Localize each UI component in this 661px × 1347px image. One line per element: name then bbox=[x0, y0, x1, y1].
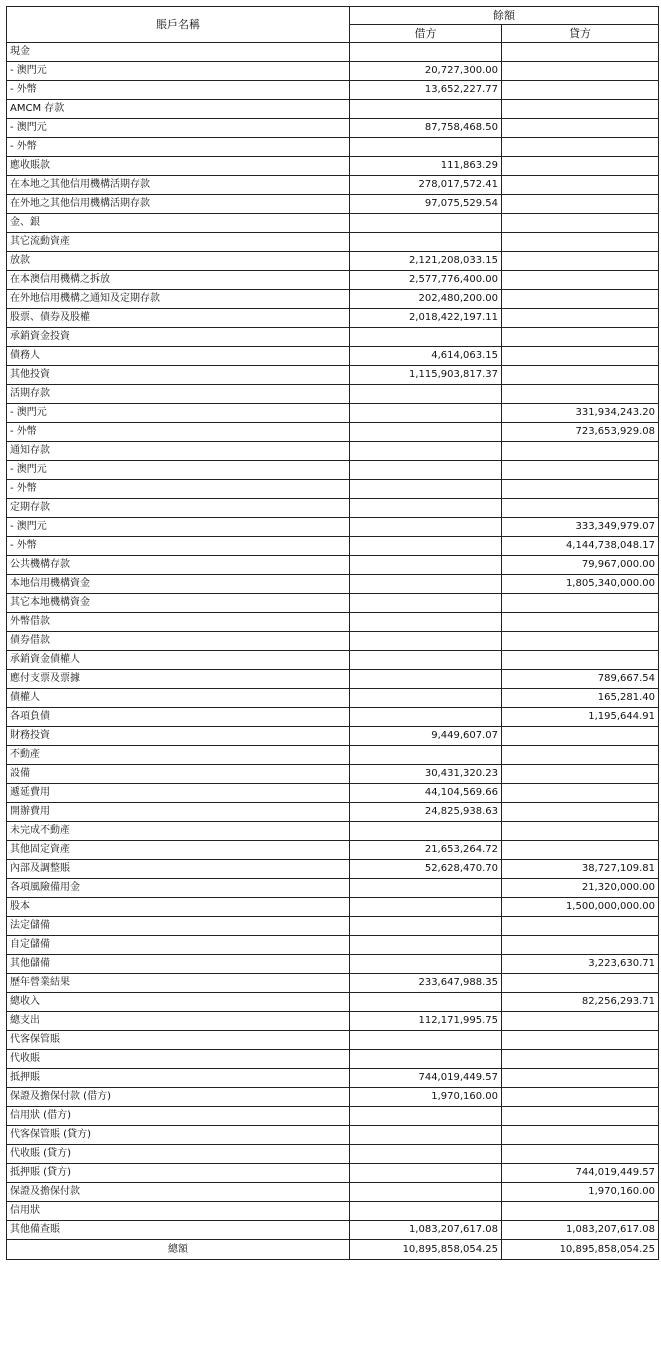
credit-cell bbox=[502, 442, 659, 461]
credit-cell bbox=[502, 632, 659, 651]
account-name-cell: 定期存款 bbox=[7, 499, 350, 518]
credit-cell bbox=[502, 1050, 659, 1069]
credit-cell: 723,653,929.08 bbox=[502, 423, 659, 442]
debit-cell bbox=[350, 1183, 502, 1202]
debit-cell bbox=[350, 670, 502, 689]
credit-cell bbox=[502, 290, 659, 309]
account-name-cell: 應付支票及票據 bbox=[7, 670, 350, 689]
table-row bbox=[7, 347, 659, 366]
debit-cell bbox=[350, 1164, 502, 1183]
debit-cell: 24,825,938.63 bbox=[350, 803, 502, 822]
debit-cell bbox=[350, 594, 502, 613]
table-row bbox=[7, 1183, 659, 1202]
account-name-header: 賬戶名稱 bbox=[7, 7, 350, 43]
credit-cell bbox=[502, 1202, 659, 1221]
account-name-cell: 承銷資金債權人 bbox=[7, 651, 350, 670]
debit-cell bbox=[350, 917, 502, 936]
debit-cell bbox=[350, 214, 502, 233]
debit-cell bbox=[350, 518, 502, 537]
debit-cell: 2,577,776,400.00 bbox=[350, 271, 502, 290]
account-name-cell: 應收賬款 bbox=[7, 157, 350, 176]
table-row bbox=[7, 271, 659, 290]
table-row bbox=[7, 1069, 659, 1088]
table-row bbox=[7, 537, 659, 556]
credit-cell bbox=[502, 271, 659, 290]
debit-cell bbox=[350, 1202, 502, 1221]
debit-cell bbox=[350, 100, 502, 119]
credit-cell bbox=[502, 480, 659, 499]
account-name-cell: 其它流動資產 bbox=[7, 233, 350, 252]
table-row bbox=[7, 1088, 659, 1107]
account-name-cell: 保證及擔保付款 bbox=[7, 1183, 350, 1202]
credit-cell bbox=[502, 594, 659, 613]
credit-cell bbox=[502, 1012, 659, 1031]
account-name-cell: 在外地之其他信用機構活期存款 bbox=[7, 195, 350, 214]
table-row bbox=[7, 442, 659, 461]
credit-cell: 1,195,644.91 bbox=[502, 708, 659, 727]
table-row bbox=[7, 233, 659, 252]
account-name-cell: 債務人 bbox=[7, 347, 350, 366]
debit-cell: 2,121,208,033.15 bbox=[350, 252, 502, 271]
table-row bbox=[7, 1050, 659, 1069]
credit-cell: 4,144,738,048.17 bbox=[502, 537, 659, 556]
account-name-cell: 總支出 bbox=[7, 1012, 350, 1031]
account-name-cell: - 外幣 bbox=[7, 423, 350, 442]
table-row bbox=[7, 1145, 659, 1164]
debit-cell bbox=[350, 1145, 502, 1164]
table-row bbox=[7, 328, 659, 347]
credit-cell bbox=[502, 499, 659, 518]
debit-cell bbox=[350, 1126, 502, 1145]
table-row bbox=[7, 556, 659, 575]
account-name-cell: - 外幣 bbox=[7, 138, 350, 157]
debit-cell: 97,075,529.54 bbox=[350, 195, 502, 214]
debit-cell: 278,017,572.41 bbox=[350, 176, 502, 195]
account-name-cell: 活期存款 bbox=[7, 385, 350, 404]
table-row bbox=[7, 176, 659, 195]
table-row bbox=[7, 594, 659, 613]
credit-cell bbox=[502, 936, 659, 955]
account-name-cell: 其他儲備 bbox=[7, 955, 350, 974]
account-name-cell: 股本 bbox=[7, 898, 350, 917]
credit-cell bbox=[502, 347, 659, 366]
credit-cell bbox=[502, 385, 659, 404]
credit-cell bbox=[502, 974, 659, 993]
account-name-cell: 代收賬 (貸方) bbox=[7, 1145, 350, 1164]
credit-cell bbox=[502, 613, 659, 632]
debit-cell: 1,115,903,817.37 bbox=[350, 366, 502, 385]
credit-cell bbox=[502, 328, 659, 347]
account-name-cell: 各項風險備用金 bbox=[7, 879, 350, 898]
table-row bbox=[7, 575, 659, 594]
credit-cell bbox=[502, 1107, 659, 1126]
debit-cell: 112,171,995.75 bbox=[350, 1012, 502, 1031]
credit-cell: 1,500,000,000.00 bbox=[502, 898, 659, 917]
account-name-cell: 抵押賬 (貸方) bbox=[7, 1164, 350, 1183]
table-row bbox=[7, 119, 659, 138]
account-name-cell: - 外幣 bbox=[7, 480, 350, 499]
credit-cell bbox=[502, 309, 659, 328]
balance-header: 餘額 bbox=[350, 7, 659, 25]
debit-cell: 111,863.29 bbox=[350, 157, 502, 176]
debit-cell: 202,480,200.00 bbox=[350, 290, 502, 309]
debit-cell bbox=[350, 385, 502, 404]
table-row bbox=[7, 917, 659, 936]
account-name-cell: AMCM 存款 bbox=[7, 100, 350, 119]
credit-cell bbox=[502, 1145, 659, 1164]
debit-cell bbox=[350, 423, 502, 442]
account-name-cell: 債券借款 bbox=[7, 632, 350, 651]
account-name-cell: 公共機構存款 bbox=[7, 556, 350, 575]
table-row bbox=[7, 1031, 659, 1050]
account-name-cell: 未完成不動產 bbox=[7, 822, 350, 841]
credit-cell bbox=[502, 822, 659, 841]
debit-cell bbox=[350, 822, 502, 841]
table-row bbox=[7, 841, 659, 860]
table-row bbox=[7, 727, 659, 746]
trial-balance-sheet bbox=[6, 6, 658, 1260]
debit-cell bbox=[350, 936, 502, 955]
table-row bbox=[7, 195, 659, 214]
table-row bbox=[7, 461, 659, 480]
table-row bbox=[7, 366, 659, 385]
credit-cell bbox=[502, 803, 659, 822]
debit-cell: 87,758,468.50 bbox=[350, 119, 502, 138]
table-row bbox=[7, 708, 659, 727]
table-row bbox=[7, 860, 659, 879]
credit-cell bbox=[502, 1126, 659, 1145]
credit-cell bbox=[502, 119, 659, 138]
table-row bbox=[7, 689, 659, 708]
debit-cell bbox=[350, 556, 502, 575]
account-name-cell: 保證及擔保付款 (借方) bbox=[7, 1088, 350, 1107]
table-row bbox=[7, 499, 659, 518]
account-name-cell: 歷年營業結果 bbox=[7, 974, 350, 993]
total-label: 總額 bbox=[7, 1240, 350, 1260]
credit-cell: 1,970,160.00 bbox=[502, 1183, 659, 1202]
credit-cell bbox=[502, 1069, 659, 1088]
account-name-cell: 代客保管賬 bbox=[7, 1031, 350, 1050]
account-name-cell: 其他投資 bbox=[7, 366, 350, 385]
credit-cell bbox=[502, 917, 659, 936]
table-row bbox=[7, 1107, 659, 1126]
debit-cell: 4,614,063.15 bbox=[350, 347, 502, 366]
account-name-cell: 各項負債 bbox=[7, 708, 350, 727]
table-row bbox=[7, 632, 659, 651]
account-name-cell: 代客保管賬 (貸方) bbox=[7, 1126, 350, 1145]
credit-cell: 82,256,293.71 bbox=[502, 993, 659, 1012]
table-row bbox=[7, 765, 659, 784]
account-name-cell: 放款 bbox=[7, 252, 350, 271]
debit-cell bbox=[350, 461, 502, 480]
debit-cell bbox=[350, 632, 502, 651]
debit-cell bbox=[350, 328, 502, 347]
debit-cell bbox=[350, 404, 502, 423]
table-row bbox=[7, 43, 659, 62]
table-row bbox=[7, 518, 659, 537]
credit-cell bbox=[502, 784, 659, 803]
debit-cell: 13,652,227.77 bbox=[350, 81, 502, 100]
table-row bbox=[7, 309, 659, 328]
debit-header: 借方 bbox=[350, 25, 502, 43]
header-row-top bbox=[7, 7, 659, 25]
credit-cell bbox=[502, 1031, 659, 1050]
credit-cell bbox=[502, 746, 659, 765]
table-row bbox=[7, 423, 659, 442]
credit-cell bbox=[502, 1088, 659, 1107]
credit-cell: 1,083,207,617.08 bbox=[502, 1221, 659, 1240]
credit-cell: 38,727,109.81 bbox=[502, 860, 659, 879]
table-row bbox=[7, 214, 659, 233]
account-name-cell: 內部及調整賬 bbox=[7, 860, 350, 879]
account-name-cell: 抵押賬 bbox=[7, 1069, 350, 1088]
table-row bbox=[7, 404, 659, 423]
account-name-cell: - 澳門元 bbox=[7, 62, 350, 81]
debit-cell: 30,431,320.23 bbox=[350, 765, 502, 784]
table-row bbox=[7, 974, 659, 993]
debit-cell bbox=[350, 499, 502, 518]
total-row bbox=[7, 1240, 659, 1260]
account-name-cell: - 外幣 bbox=[7, 537, 350, 556]
debit-cell: 744,019,449.57 bbox=[350, 1069, 502, 1088]
credit-cell: 3,223,630.71 bbox=[502, 955, 659, 974]
credit-header: 貸方 bbox=[502, 25, 659, 43]
account-name-cell: 自定儲備 bbox=[7, 936, 350, 955]
account-name-cell: 在本澳信用機構之拆放 bbox=[7, 271, 350, 290]
credit-cell bbox=[502, 252, 659, 271]
credit-cell bbox=[502, 138, 659, 157]
account-name-cell: 遞延費用 bbox=[7, 784, 350, 803]
debit-cell bbox=[350, 1050, 502, 1069]
account-name-cell: - 澳門元 bbox=[7, 461, 350, 480]
debit-cell bbox=[350, 651, 502, 670]
credit-cell: 333,349,979.07 bbox=[502, 518, 659, 537]
account-name-cell: 現金 bbox=[7, 43, 350, 62]
credit-cell bbox=[502, 651, 659, 670]
table-row bbox=[7, 157, 659, 176]
debit-cell bbox=[350, 746, 502, 765]
credit-cell bbox=[502, 157, 659, 176]
table-row bbox=[7, 651, 659, 670]
account-name-cell: 在本地之其他信用機構活期存款 bbox=[7, 176, 350, 195]
table-row bbox=[7, 290, 659, 309]
credit-cell: 21,320,000.00 bbox=[502, 879, 659, 898]
table-row bbox=[7, 100, 659, 119]
debit-cell bbox=[350, 575, 502, 594]
debit-cell bbox=[350, 708, 502, 727]
debit-cell: 233,647,988.35 bbox=[350, 974, 502, 993]
table-row bbox=[7, 955, 659, 974]
debit-cell: 44,104,569.66 bbox=[350, 784, 502, 803]
debit-cell bbox=[350, 955, 502, 974]
debit-cell bbox=[350, 613, 502, 632]
account-name-cell: 債權人 bbox=[7, 689, 350, 708]
debit-cell bbox=[350, 1031, 502, 1050]
table-row bbox=[7, 784, 659, 803]
table-row bbox=[7, 803, 659, 822]
debit-cell bbox=[350, 879, 502, 898]
table-row bbox=[7, 252, 659, 271]
total-credit: 10,895,858,054.25 bbox=[502, 1240, 659, 1260]
table-row bbox=[7, 1202, 659, 1221]
table-row bbox=[7, 993, 659, 1012]
credit-cell bbox=[502, 81, 659, 100]
account-name-cell: 不動產 bbox=[7, 746, 350, 765]
table-row bbox=[7, 138, 659, 157]
account-name-cell: 開辦費用 bbox=[7, 803, 350, 822]
credit-cell bbox=[502, 727, 659, 746]
table-row bbox=[7, 670, 659, 689]
debit-cell bbox=[350, 43, 502, 62]
credit-cell: 79,967,000.00 bbox=[502, 556, 659, 575]
account-name-cell: 信用狀 bbox=[7, 1202, 350, 1221]
account-name-cell: 總收入 bbox=[7, 993, 350, 1012]
debit-cell bbox=[350, 689, 502, 708]
debit-cell: 1,083,207,617.08 bbox=[350, 1221, 502, 1240]
credit-cell bbox=[502, 214, 659, 233]
debit-cell bbox=[350, 442, 502, 461]
credit-cell bbox=[502, 366, 659, 385]
debit-cell bbox=[350, 480, 502, 499]
account-rows bbox=[7, 43, 659, 1240]
table-row bbox=[7, 936, 659, 955]
account-name-cell: 設備 bbox=[7, 765, 350, 784]
table-row bbox=[7, 1012, 659, 1031]
table-row bbox=[7, 62, 659, 81]
credit-cell bbox=[502, 195, 659, 214]
debit-cell: 9,449,607.07 bbox=[350, 727, 502, 746]
credit-cell: 165,281.40 bbox=[502, 689, 659, 708]
account-name-cell: 代收賬 bbox=[7, 1050, 350, 1069]
account-name-cell: - 外幣 bbox=[7, 81, 350, 100]
debit-cell bbox=[350, 138, 502, 157]
account-name-cell: 信用狀 (借方) bbox=[7, 1107, 350, 1126]
debit-cell bbox=[350, 993, 502, 1012]
table-row bbox=[7, 1164, 659, 1183]
debit-cell: 52,628,470.70 bbox=[350, 860, 502, 879]
account-name-cell: - 澳門元 bbox=[7, 404, 350, 423]
credit-cell: 331,934,243.20 bbox=[502, 404, 659, 423]
debit-cell: 2,018,422,197.11 bbox=[350, 309, 502, 328]
trial-balance-table bbox=[6, 6, 659, 1260]
debit-cell bbox=[350, 537, 502, 556]
account-name-cell: 其他固定資產 bbox=[7, 841, 350, 860]
table-row bbox=[7, 385, 659, 404]
table-row bbox=[7, 480, 659, 499]
credit-cell bbox=[502, 841, 659, 860]
account-name-cell: 承銷資金投資 bbox=[7, 328, 350, 347]
debit-cell bbox=[350, 233, 502, 252]
credit-cell bbox=[502, 62, 659, 81]
credit-cell bbox=[502, 765, 659, 784]
account-name-cell: 金、銀 bbox=[7, 214, 350, 233]
table-row bbox=[7, 822, 659, 841]
account-name-cell: 在外地信用機構之通知及定期存款 bbox=[7, 290, 350, 309]
debit-cell: 1,970,160.00 bbox=[350, 1088, 502, 1107]
credit-cell: 1,805,340,000.00 bbox=[502, 575, 659, 594]
credit-cell: 744,019,449.57 bbox=[502, 1164, 659, 1183]
account-name-cell: 其它本地機構資金 bbox=[7, 594, 350, 613]
table-row bbox=[7, 879, 659, 898]
table-row bbox=[7, 898, 659, 917]
debit-cell: 21,653,264.72 bbox=[350, 841, 502, 860]
total-debit: 10,895,858,054.25 bbox=[350, 1240, 502, 1260]
table-row bbox=[7, 81, 659, 100]
account-name-cell: 通知存款 bbox=[7, 442, 350, 461]
table-row bbox=[7, 1126, 659, 1145]
account-name-cell: 股票、債券及股權 bbox=[7, 309, 350, 328]
credit-cell bbox=[502, 100, 659, 119]
account-name-cell: 其他備查賬 bbox=[7, 1221, 350, 1240]
credit-cell bbox=[502, 461, 659, 480]
debit-cell bbox=[350, 898, 502, 917]
debit-cell: 20,727,300.00 bbox=[350, 62, 502, 81]
account-name-cell: 法定儲備 bbox=[7, 917, 350, 936]
credit-cell: 789,667.54 bbox=[502, 670, 659, 689]
credit-cell bbox=[502, 43, 659, 62]
credit-cell bbox=[502, 233, 659, 252]
credit-cell bbox=[502, 176, 659, 195]
table-row bbox=[7, 1221, 659, 1240]
account-name-cell: - 澳門元 bbox=[7, 119, 350, 138]
account-name-cell: 外幣借款 bbox=[7, 613, 350, 632]
debit-cell bbox=[350, 1107, 502, 1126]
account-name-cell: 財務投資 bbox=[7, 727, 350, 746]
account-name-cell: - 澳門元 bbox=[7, 518, 350, 537]
table-row bbox=[7, 746, 659, 765]
account-name-cell: 本地信用機構資金 bbox=[7, 575, 350, 594]
table-row bbox=[7, 613, 659, 632]
